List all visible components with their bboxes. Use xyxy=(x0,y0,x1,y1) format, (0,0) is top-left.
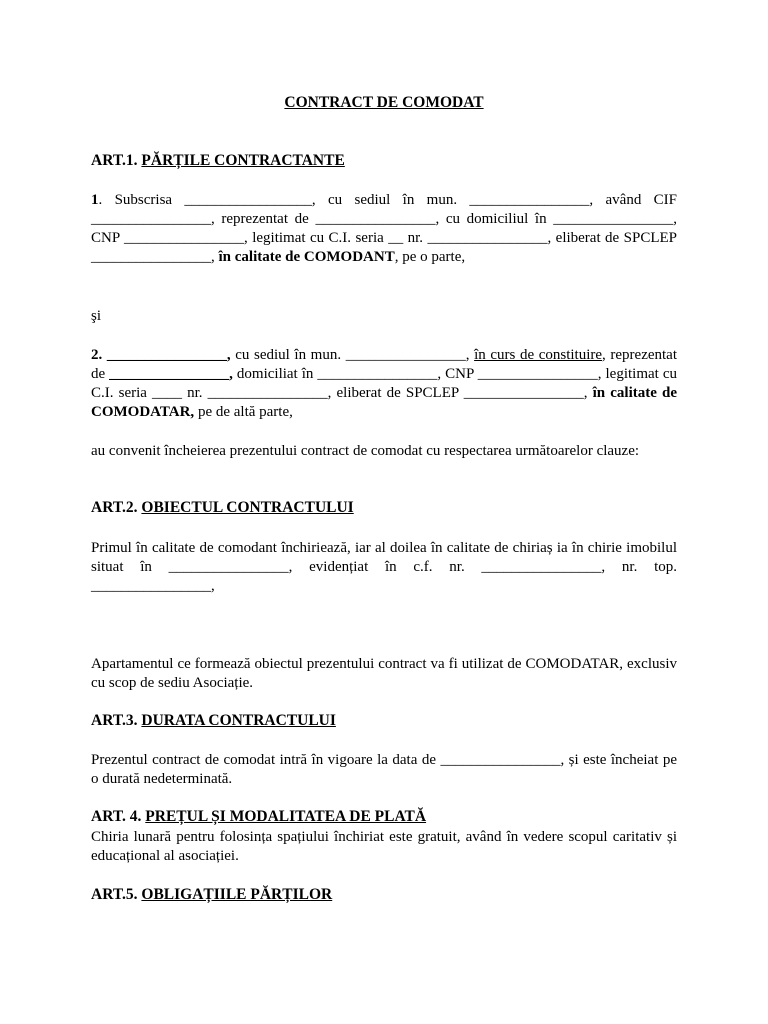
art2-heading xyxy=(91,499,354,517)
art4-heading xyxy=(91,808,426,826)
document-title: CONTRACT DE COMODAT xyxy=(284,94,484,111)
art1-party2-paragraph xyxy=(91,346,677,422)
party2-tail: pe de altă parte, xyxy=(194,404,293,420)
art1-title: PĂRȚILE CONTRACTANTE xyxy=(141,152,345,169)
party2-role: în calitate de COMODATAR, xyxy=(91,385,677,420)
party2-text-c: domiciliat în ________________, CNP ________________, legitimat cu C.I. seria ____ nr. ________________, eliberat de SPCLEP ________________, xyxy=(91,366,677,401)
agreement-paragraph: au convenit încheierea prezentului contract de comodat cu respectarea următoarelor clauze: xyxy=(91,443,640,459)
party1-role: în calitate de COMODANT xyxy=(218,249,395,265)
art3-title: DURATA CONTRACTULUI xyxy=(141,712,336,729)
art5-title: OBLIGAȚIILE PĂRȚILOR xyxy=(141,886,333,903)
art2-number: ART.2. xyxy=(91,499,142,516)
art3-heading xyxy=(91,712,336,730)
party2-representative: ________________, xyxy=(109,366,233,382)
art3-number: ART.3. xyxy=(91,712,142,729)
art4-paragraph: Chiria lunară pentru folosința spațiului închiriat este gratuit, având în vedere scopul caritativ și educațional al asociației. xyxy=(91,829,677,864)
art1-number: ART.1. xyxy=(91,152,142,169)
art2-paragraph-1: Primul în calitate de comodant închiriează, iar al doilea în calitate de chiriaș ia în chirie imobilul situat în ________________, evidențiat în c.f. nr. ________________, nr. top. ________________, xyxy=(91,540,677,594)
art3-paragraph: Prezentul contract de comodat intră în vigoare la data de ________________, și este încheiat pe o durată nedeterminată. xyxy=(91,752,677,787)
art4-number: ART. 4. xyxy=(91,808,146,825)
party1-text: . Subscrisa _________________, cu sediul în mun. ________________, având CIF ________________, reprezentat de ________________, cu domiciliul în ________________, CNP ________________, legitimat cu C.I. seria __ nr. ________________, eliberat de SPCLEP ________________, xyxy=(91,192,677,265)
party2-text-a: cu sediul în mun. ________________, xyxy=(230,347,475,363)
party1-number: 1 xyxy=(91,192,99,208)
party1-tail: , pe o parte, xyxy=(394,249,466,265)
party2-number: 2. ________________, xyxy=(91,347,231,363)
art5-number: ART.5. xyxy=(91,886,142,903)
conjunction-si: şi xyxy=(91,308,102,324)
party2-status: în curs de constituire xyxy=(474,347,603,363)
art5-heading xyxy=(91,886,332,904)
art2-title: OBIECTUL CONTRACTULUI xyxy=(141,499,354,516)
art1-heading xyxy=(91,152,345,170)
party2-text-b: , reprezentat de xyxy=(91,347,678,382)
art2-paragraph-2: Apartamentul ce formează obiectul prezentului contract va fi utilizat de COMODATAR, exclusiv cu scop de sediu Asociație. xyxy=(91,656,677,691)
art1-party1-paragraph xyxy=(91,191,677,267)
art4-title: PREȚUL ȘI MODALITATEA DE PLATĂ xyxy=(145,808,427,825)
